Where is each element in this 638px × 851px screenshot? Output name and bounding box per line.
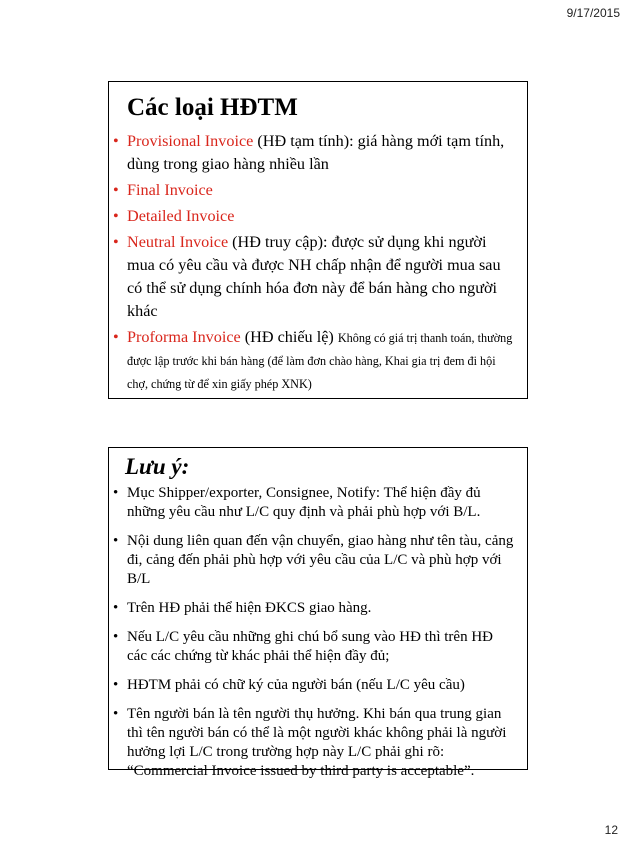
invoice-term: Proforma Invoice bbox=[127, 327, 241, 346]
slide-invoice-types bbox=[108, 81, 528, 399]
invoice-term: Neutral Invoice bbox=[127, 232, 229, 251]
invoice-term: Final Invoice bbox=[127, 180, 213, 199]
invoice-desc: (HĐ truy cập): được sử dụng khi người mua có yêu cầu và được NH chấp nhận để người mua sau có thể sử dụng chính hóa đơn này để bán hàng cho người khác bbox=[127, 232, 501, 320]
invoice-note: Không có giá trị thanh toán, thường được lập trước khi bán hàng (để làm đơn chào hàng, Khai gia trị đem đi hội chợ, chứng từ để xin giấy phép XNK) bbox=[127, 330, 513, 391]
list-item: • Trên HĐ phải thể hiện ĐKCS giao hàng. bbox=[113, 600, 372, 617]
invoice-term: Provisional Invoice bbox=[127, 131, 254, 150]
list-item: • Final Invoice bbox=[113, 180, 213, 199]
note-text: HĐTM phải có chữ ký của người bán (nếu L/C yêu cầu) bbox=[127, 677, 465, 694]
list-item: • Tên người bán là tên người thụ hưởng. Khi bán qua trung gian thì tên người bán có thể là một người khác không phải là người hưởng lợi L/C trong trường hợp này L/C phải ghi rõ: “Commercial Invoice issued by third party is acceptable”. bbox=[113, 706, 507, 780]
invoice-term: Detailed Invoice bbox=[127, 206, 235, 225]
invoice-desc: (HĐ tạm tính): giá hàng mới tạm tính, dùng trong giao hàng nhiều lần bbox=[127, 131, 505, 173]
list-item: • Detailed Invoice bbox=[113, 206, 235, 225]
list-item: • Neutral Invoice (HĐ truy cập): được sử dụng khi người mua có yêu cầu và được NH chấp nhận để người mua sau có thể sử dụng chính hóa đơn này để bán hàng cho người khác bbox=[113, 232, 501, 320]
note-text: Trên HĐ phải thể hiện ĐKCS giao hàng. bbox=[127, 600, 372, 617]
list-item: • HĐTM phải có chữ ký của người bán (nếu L/C yêu cầu) bbox=[113, 677, 465, 694]
bullet-list bbox=[113, 130, 517, 395]
slide-title: Lưu ý: bbox=[125, 454, 190, 479]
slide-title: Các loại HĐTM bbox=[127, 94, 298, 121]
list-item: • Provisional Invoice (HĐ tạm tính): giá hàng mới tạm tính, dùng trong giao hàng nhiều lần bbox=[113, 131, 505, 173]
note-text: Mục Shipper/exporter, Consignee, Notify: Thể hiện đầy đủ những yêu cầu như L/C quy định và phải phù hợp với B/L. bbox=[127, 485, 481, 521]
list-item: • Proforma Invoice (HĐ chiếu lệ) Không có giá trị thanh toán, thường được lập trước khi bán hàng (để làm đơn chào hàng, Khai gia trị đem đi hội chợ, chứng từ để xin giấy phép XNK) bbox=[113, 327, 513, 391]
list-item: • Mục Shipper/exporter, Consignee, Notify: Thể hiện đầy đủ những yêu cầu như L/C quy định và phải phù hợp với B/L. bbox=[113, 485, 481, 521]
invoice-desc: (HĐ chiếu lệ) bbox=[240, 327, 338, 346]
list-item: • Nếu L/C yêu cầu những ghi chú bổ sung vào HĐ thì trên HĐ các các chứng từ khác phải thể hiện đầy đủ; bbox=[113, 629, 493, 665]
note-text: Tên người bán là tên người thụ hưởng. Khi bán qua trung gian thì tên người bán có thể là một người khác không phải là người hưởng lợi L/C trong trường hợp này L/C phải ghi rõ: “Commercial Invoice issued by third party is acceptable”. bbox=[127, 706, 507, 780]
bullet-list bbox=[113, 484, 515, 781]
note-text: Nếu L/C yêu cầu những ghi chú bổ sung vào HĐ thì trên HĐ các các chứng từ khác phải thể hiện đầy đủ; bbox=[127, 629, 493, 665]
page-number: 12 bbox=[604, 823, 618, 837]
date-label: 9/17/2015 bbox=[566, 6, 620, 20]
slide-notes bbox=[108, 447, 528, 780]
list-item: • Nội dung liên quan đến vận chuyển, giao hàng như tên tàu, cảng đi, cảng đến phải phù hợp với yêu cầu của L/C và phù hợp với B/L bbox=[113, 533, 514, 588]
note-text: Nội dung liên quan đến vận chuyển, giao hàng như tên tàu, cảng đi, cảng đến phải phù hợp với yêu cầu của L/C và phù hợp với B/L bbox=[127, 533, 514, 588]
